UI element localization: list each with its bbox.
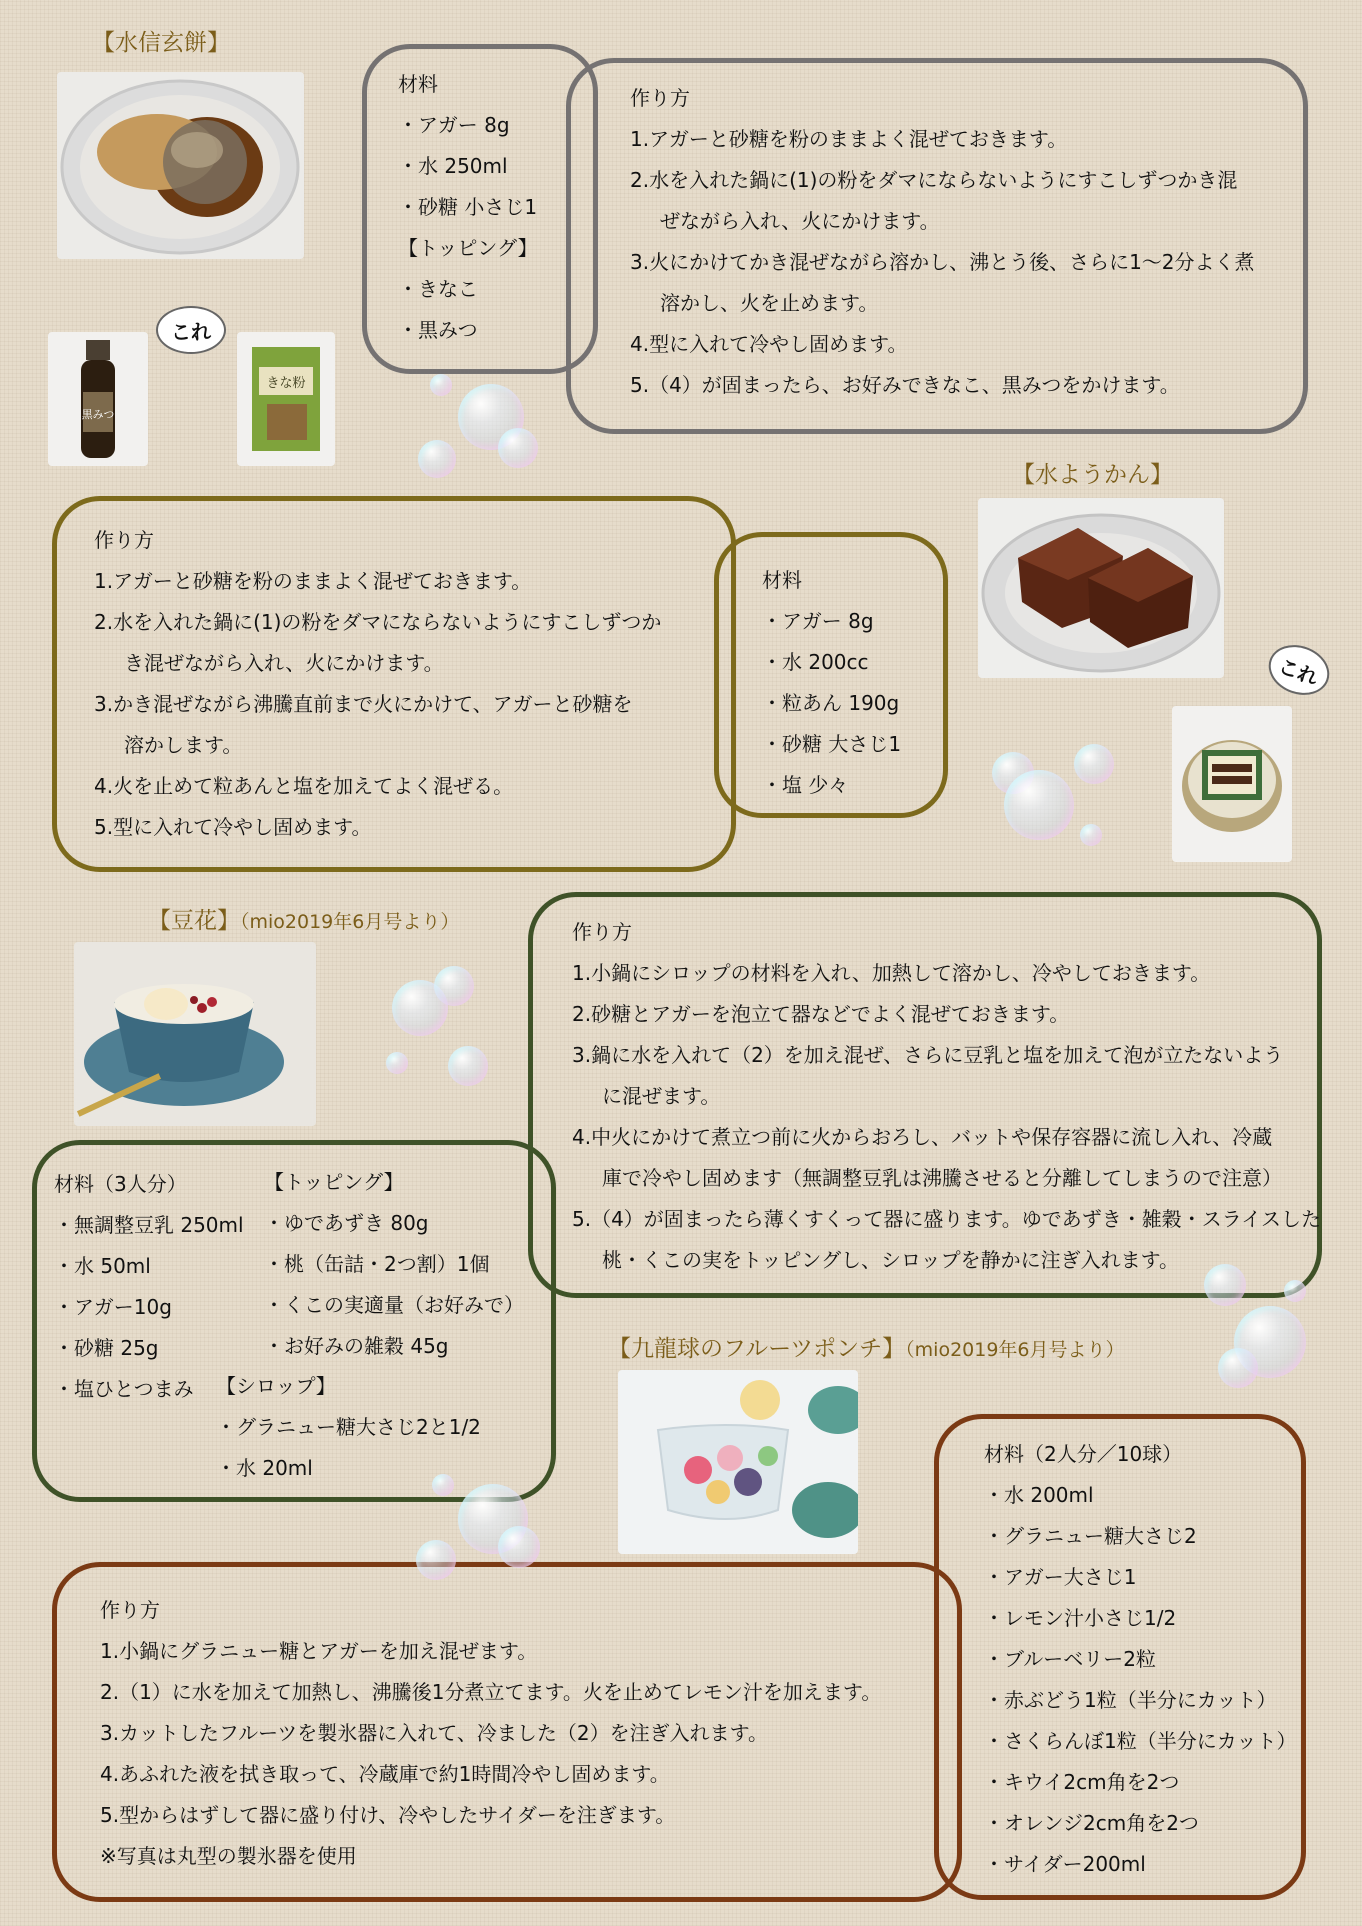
note-line: ※写真は丸型の製氷器を使用 (100, 1844, 357, 1868)
step-line: 3.カットしたフルーツを製氷器に入れて、冷ました（2）を注ぎ入れます。 (100, 1721, 769, 1745)
douhua-steps (572, 912, 1321, 1281)
ingredient-line: ・水 200ml (984, 1483, 1094, 1507)
ingredient-line: 材料（3人分） (54, 1172, 187, 1196)
step-line: 1.小鍋にグラニュー糖とアガーを加え混ぜます。 (100, 1639, 538, 1663)
step-line: ぜながら入れ、火にかけます。 (660, 209, 940, 233)
ingredient-line: ・グラニュー糖大さじ2 (984, 1524, 1197, 1548)
douhua-syrup (216, 1366, 481, 1489)
ingredient-line: ・アガー10g (54, 1295, 172, 1319)
decorative-bubble (1074, 744, 1114, 784)
ingredient-line: ・キウイ2cm角を2つ (984, 1770, 1180, 1794)
ingredient-line: 【トッピング】 (398, 236, 538, 260)
step-heading: 作り方 (572, 920, 632, 944)
douhua-photo (74, 942, 316, 1126)
punch-steps (100, 1590, 881, 1877)
ingredient-line: ・アガー 8g (762, 609, 874, 633)
topping-line: ・くこの実適量（お好みで） (264, 1293, 524, 1317)
ingredient-line: ・水 50ml (54, 1254, 151, 1278)
decorative-bubble (432, 1474, 454, 1496)
ingredient-line: ・無調整豆乳 250ml (54, 1213, 244, 1237)
mizushingen-steps (630, 78, 1255, 406)
step-heading: 作り方 (630, 86, 690, 110)
punch-title-source: （mio2019年6月号より） (905, 1339, 1125, 1361)
step-line: 4.型に入れて冷やし固めます。 (630, 332, 908, 356)
ingredient-line: ・レモン汁小さじ1/2 (984, 1606, 1177, 1630)
mizushingen-title: 【水信玄餅】 (92, 30, 230, 56)
step-line: 4.中火にかけて煮立つ前に火からおろし、バットや保存容器に流し入れ、冷蔵 (572, 1125, 1273, 1149)
kuromitsu-label: 黒みつ (81, 408, 115, 421)
ingredient-line: 材料 (762, 568, 802, 592)
step-line: 2.砂糖とアガーを泡立て器などでよく混ぜておきます。 (572, 1002, 1070, 1026)
decorative-bubble (448, 1046, 488, 1086)
ingredient-line: ・きなこ (398, 277, 478, 301)
anko-can-photo (1172, 706, 1292, 862)
decorative-bubble (498, 428, 538, 468)
punch-title (608, 1330, 1125, 1363)
step-line: 5.（4）が固まったら、お好みできなこ、黒みつをかけます。 (630, 373, 1180, 397)
ingredient-line: ・水 250ml (398, 154, 508, 178)
decorative-bubble (418, 440, 456, 478)
ingredient-line: ・アガー 8g (398, 113, 510, 137)
ingredient-line: ・黒みつ (398, 318, 478, 342)
step-line: 2.水を入れた鍋に(1)の粉をダマにならないようにすこしずつか (94, 610, 662, 634)
step-heading: 作り方 (94, 528, 154, 552)
ingredient-line: ・砂糖 小さじ1 (398, 195, 538, 219)
decorative-bubble (1284, 1280, 1306, 1302)
ingredient-line: ・塩 少々 (762, 773, 849, 797)
step-line: 1.小鍋にシロップの材料を入れ、加熱して溶かし、冷やしておきます。 (572, 961, 1211, 985)
decorative-bubble (416, 1540, 456, 1580)
step-line: 庫で冷やし固めます（無調整豆乳は沸騰させると分離してしまうので注意） (602, 1166, 1282, 1190)
step-line: 5.（4）が固まったら薄くすくって器に盛ります。ゆであずき・雑穀・スライスした (572, 1207, 1322, 1231)
step-line: 溶かし、火を止めます。 (660, 291, 879, 315)
mizushingen-photo (57, 72, 304, 259)
step-line: 3.かき混ぜながら沸騰直前まで火にかけて、アガーと砂糖を (94, 692, 633, 716)
step-line: き混ぜながら入れ、火にかけます。 (124, 651, 444, 675)
ingredient-line: ・塩ひとつまみ (54, 1377, 194, 1401)
ingredient-line: ・サイダー200ml (984, 1852, 1146, 1876)
kuromitsu-bottle-photo (48, 332, 148, 466)
douhua-title-main: 【豆花】 (148, 908, 240, 934)
callout-bubble: これ (1262, 637, 1337, 703)
decorative-bubble (1204, 1264, 1246, 1306)
ingredient-line: 材料 (398, 72, 438, 96)
ingredient-line: ・ブルーベリー2粒 (984, 1647, 1156, 1671)
douhua-title (148, 902, 459, 935)
step-line: 1.アガーと砂糖を粉のままよく混ぜておきます。 (94, 569, 532, 593)
topping-line: ・お好みの雑穀 45g (264, 1334, 449, 1358)
ingredient-line: ・粒あん 190g (762, 691, 900, 715)
decorative-bubble (386, 1052, 408, 1074)
step-heading: 作り方 (100, 1598, 160, 1622)
mizuyokan-photo (978, 498, 1224, 678)
punch-photo (618, 1370, 858, 1554)
step-line: 4.火を止めて粒あんと塩を加えてよく混ぜる。 (94, 774, 514, 798)
ingredient-line: ・砂糖 25g (54, 1336, 159, 1360)
punch-ingredients (984, 1434, 1297, 1885)
ingredient-line: ・砂糖 大さじ1 (762, 732, 902, 756)
step-line: 4.あふれた液を拭き取って、冷蔵庫で約1時間冷やし固めます。 (100, 1762, 670, 1786)
syrup-line: 【シロップ】 (216, 1374, 336, 1398)
ingredient-line: ・アガー大さじ1 (984, 1565, 1137, 1589)
step-line: 5.型からはずして器に盛り付け、冷やしたサイダーを注ぎます。 (100, 1803, 676, 1827)
step-line: 3.鍋に水を入れて（2）を加え混ぜ、さらに豆乳と塩を加えて泡が立たないよう (572, 1043, 1284, 1067)
topping-line: 【トッピング】 (264, 1170, 404, 1194)
step-line: 2.（1）に水を加えて加熱し、沸騰後1分煮立てます。火を止めてレモン汁を加えます。 (100, 1680, 882, 1704)
punch-title-main: 【九龍球のフルーツポンチ】 (608, 1336, 906, 1362)
decorative-bubble (1080, 824, 1102, 846)
step-line: 1.アガーと砂糖を粉のままよく混ぜておきます。 (630, 127, 1068, 151)
step-line: に混ぜます。 (602, 1084, 721, 1108)
ingredient-line: ・オレンジ2cm角を2つ (984, 1811, 1199, 1835)
mizushingen-ingredients (398, 64, 538, 351)
topping-line: ・桃（缶詰・2つ割）1個 (264, 1252, 490, 1276)
step-line: 2.水を入れた鍋に(1)の粉をダマにならないようにすこしずつかき混 (630, 168, 1238, 192)
mizuyokan-ingredients (762, 560, 901, 806)
douhua-title-source: （mio2019年6月号より） (240, 911, 460, 933)
ingredient-line: ・水 200cc (762, 650, 869, 674)
mizuyokan-title: 【水ようかん】 (1012, 462, 1173, 488)
kinako-label: きな粉 (266, 376, 306, 391)
syrup-line: ・水 20ml (216, 1456, 313, 1480)
syrup-line: ・グラニュー糖大さじ2と1/2 (216, 1415, 481, 1439)
decorative-bubble (430, 374, 452, 396)
decorative-bubble (1218, 1348, 1258, 1388)
step-line: 桃・くこの実をトッピングし、シロップを静かに注ぎ入れます。 (602, 1248, 1179, 1272)
ingredient-line: ・さくらんぼ1粒（半分にカット） (984, 1729, 1297, 1753)
ingredient-line: ・赤ぶどう1粒（半分にカット） (984, 1688, 1277, 1712)
topping-line: ・ゆであずき 80g (264, 1211, 429, 1235)
douhua-toppings (264, 1162, 524, 1367)
decorative-bubble (434, 966, 474, 1006)
step-line: 3.火にかけてかき混ぜながら溶かし、沸とう後、さらに1～2分よく煮 (630, 250, 1255, 274)
callout-bubble: これ (156, 306, 226, 354)
decorative-bubble (1004, 770, 1074, 840)
decorative-bubble (498, 1526, 540, 1568)
ingredient-line: 材料（2人分／10球） (984, 1442, 1183, 1466)
step-line: 5.型に入れて冷やし固めます。 (94, 815, 372, 839)
kinako-bag-photo (237, 332, 335, 466)
mizuyokan-steps (94, 520, 661, 848)
step-line: 溶かします。 (124, 733, 243, 757)
